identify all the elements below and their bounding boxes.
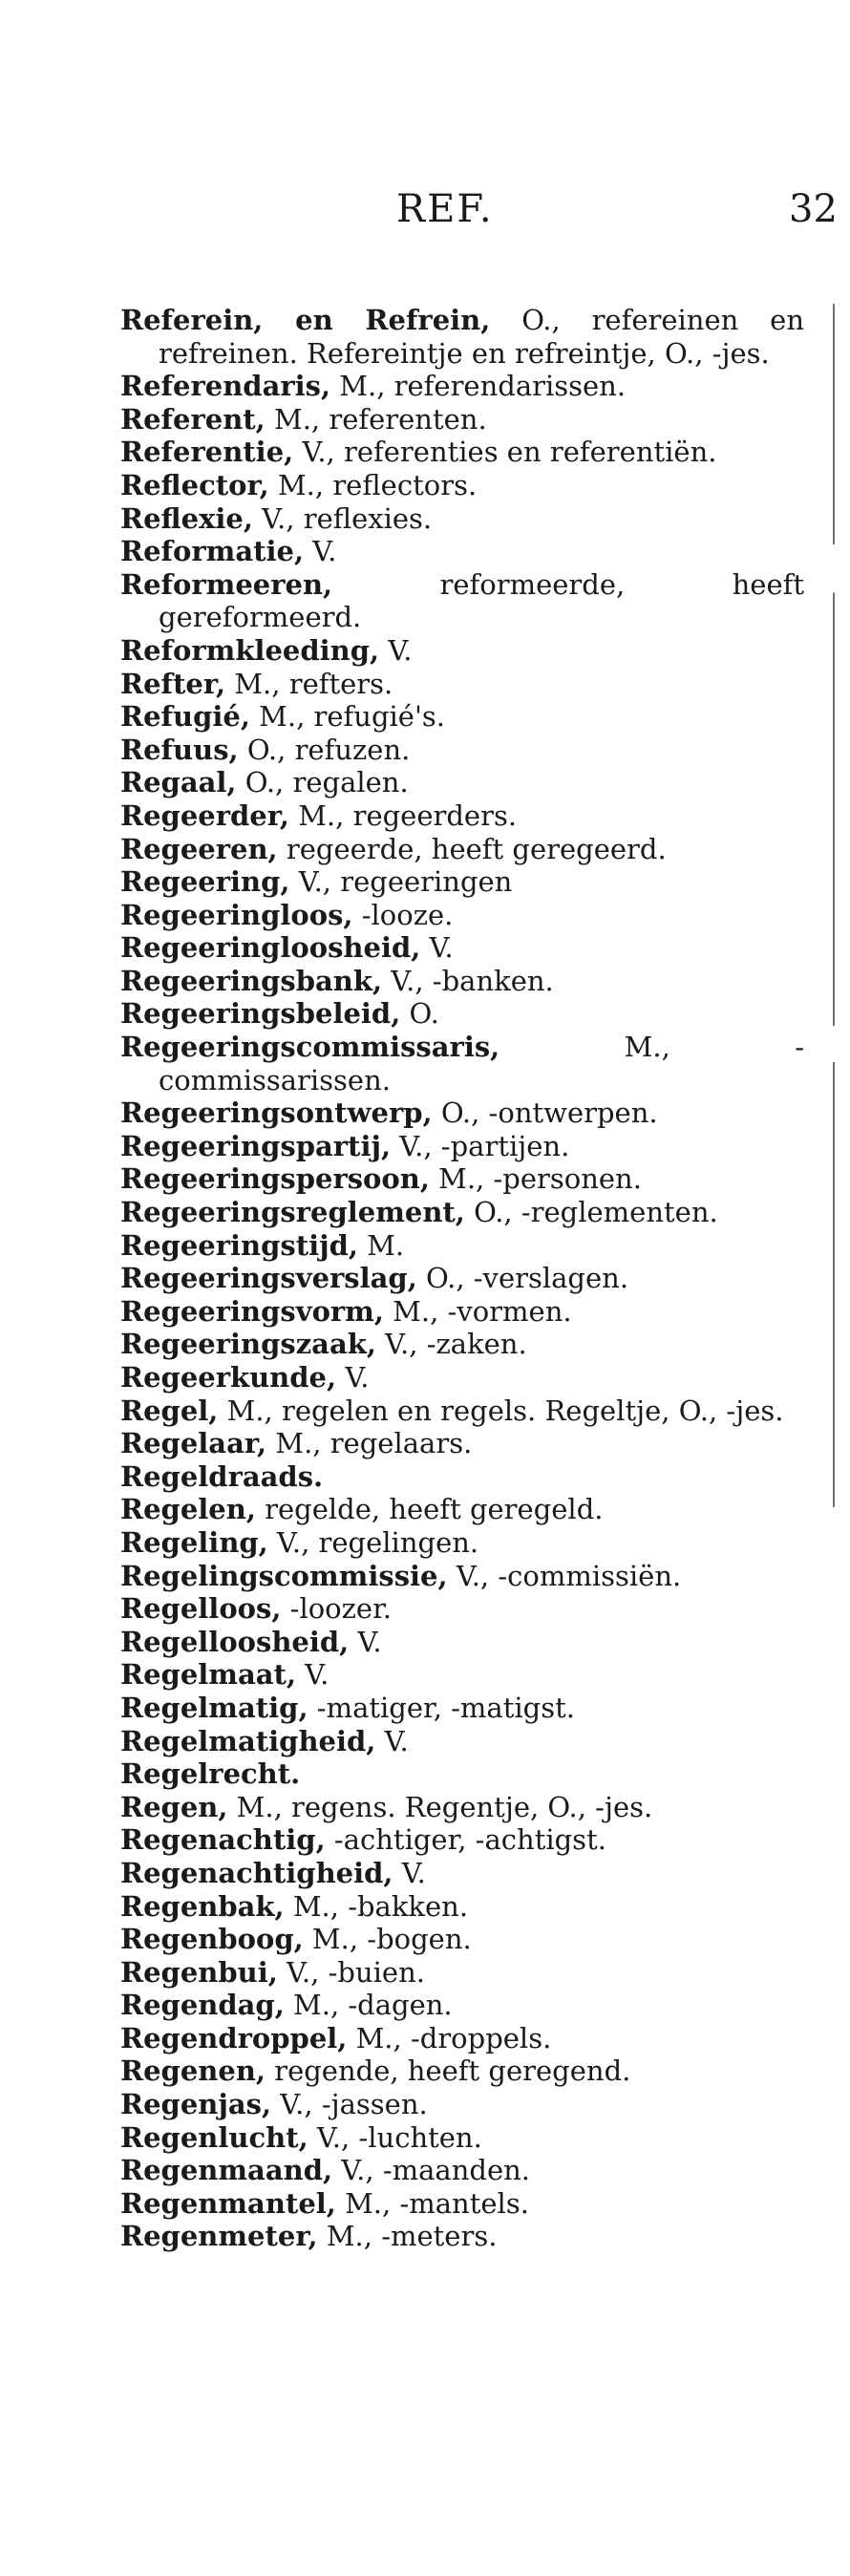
entry-headword: Regelingscommissie, <box>120 1559 448 1592</box>
entry-definition: O., -verslagen. <box>416 1262 629 1295</box>
dictionary-entry <box>120 436 804 469</box>
dictionary-entry <box>120 734 804 767</box>
dictionary-entry <box>120 1626 804 1659</box>
entry-headword: Regel, <box>120 1394 219 1427</box>
dictionary-entry <box>120 535 804 568</box>
entry-definition: M., -bogen. <box>303 1923 472 1956</box>
entry-definition: M., referendarissen. <box>330 370 627 403</box>
dictionary-entry <box>120 1162 804 1196</box>
dictionary-entry <box>120 1757 804 1791</box>
entry-definition: M. <box>358 1228 405 1262</box>
entry-definition: M., regeerders. <box>289 798 518 832</box>
dictionary-entry <box>120 634 804 668</box>
entry-definition: M., refters. <box>225 667 393 700</box>
dictionary-entry <box>120 833 804 866</box>
entry-definition: V., -commissiën. <box>447 1559 682 1592</box>
dictionary-entry <box>120 1890 804 1924</box>
entry-definition: O., regalen. <box>236 766 409 799</box>
entry-headword: Regeerder, <box>120 798 290 832</box>
entry-definition: regende, heeft geregend. <box>266 2054 631 2088</box>
entry-definition: -loozer. <box>281 1592 392 1626</box>
page-number: 32 <box>789 187 838 231</box>
entry-headword: Refter, <box>120 667 226 700</box>
entry-headword: Reformatie, <box>120 535 305 568</box>
dictionary-entry <box>120 1229 804 1263</box>
dictionary-entry <box>120 2121 804 2155</box>
entry-definition: V., -jassen. <box>271 2088 428 2121</box>
dictionary-entry <box>120 1560 804 1593</box>
entry-headword: Reflector, <box>120 468 269 501</box>
entry-headword: Regenboog, <box>120 1923 304 1956</box>
entry-definition: V., regeeringen <box>289 865 513 899</box>
entry-definition: V., -zaken. <box>375 1328 527 1361</box>
entry-definition: V. <box>393 1856 426 1889</box>
entry-headword: Reformeeren, <box>120 567 333 601</box>
entry-headword: Regenmaand, <box>120 2154 333 2187</box>
dictionary-entry <box>120 2220 804 2253</box>
dictionary-entry <box>120 1096 804 1130</box>
entry-definition: reformeerde, heeft gereformeerd. <box>159 567 804 634</box>
running-head: REF. <box>396 187 494 231</box>
entry-headword: Regelmatigheid, <box>120 1724 376 1757</box>
dictionary-entry <box>120 304 804 370</box>
entry-definition: V. <box>349 1625 382 1658</box>
entry-headword: Regenachtigheid, <box>120 1856 393 1889</box>
dictionary-entry <box>120 1460 804 1494</box>
entry-headword: Regeling, <box>120 1525 268 1559</box>
entry-headword: Regenmantel, <box>120 2186 336 2220</box>
entry-definition: -looze. <box>352 898 454 931</box>
dictionary-entry <box>120 1956 804 1990</box>
entry-definition: M., -meters. <box>317 2220 498 2253</box>
dictionary-entry <box>120 1592 804 1626</box>
entry-headword: Regeering, <box>120 865 290 899</box>
entry-definition: regeerde, heeft geregeerd. <box>277 832 667 865</box>
entry-headword: Regenlucht, <box>120 2120 308 2154</box>
entry-headword: Regeeringspartij, <box>120 1129 392 1162</box>
entry-headword: Regaal, <box>120 766 237 799</box>
entry-headword: Regeeringsreglement, <box>120 1196 465 1229</box>
entry-headword: Regelloosheid, <box>120 1625 350 1658</box>
entry-headword: Regelloos, <box>120 1592 282 1626</box>
entry-definition: M., regelen en regels. Regeltje, O., -jes. <box>218 1394 784 1427</box>
entry-definition: M., refugié's. <box>249 700 446 734</box>
entry-definition: O., -reglementen. <box>464 1196 718 1229</box>
entry-definition: O., -ontwerpen. <box>432 1096 658 1130</box>
entry-headword: Referent, <box>120 402 266 436</box>
dictionary-entry <box>120 1130 804 1163</box>
entry-definition: M., -dagen. <box>284 1989 453 2022</box>
dictionary-entry <box>120 1658 804 1692</box>
entry-definition: V. <box>336 1361 370 1394</box>
entry-headword: Regeeringloos, <box>120 898 353 931</box>
dictionary-entry <box>120 1031 804 1096</box>
dictionary-entry <box>120 899 804 932</box>
dictionary-entry <box>120 502 804 536</box>
entry-headword: Regeeringsvorm, <box>120 1294 384 1328</box>
entry-definition: V. <box>296 1658 329 1692</box>
entry-headword: Regeeringsontwerp, <box>120 1096 433 1130</box>
dictionary-entry <box>120 931 804 965</box>
dictionary-entry <box>120 766 804 799</box>
entry-headword: Regelrecht. <box>120 1757 301 1791</box>
entry-headword: Regeldraads. <box>120 1459 324 1493</box>
entry-headword: Regenen, <box>120 2054 266 2088</box>
entry-definition: M., regelaars. <box>266 1427 473 1460</box>
entry-definition: V., regelingen. <box>267 1525 479 1559</box>
entry-headword: Regen, <box>120 1790 228 1823</box>
entry-headword: Regendag, <box>120 1989 285 2022</box>
entry-definition: M., regens. Regentje, O., -jes. <box>227 1790 653 1823</box>
entry-headword: Regeerkunde, <box>120 1361 337 1394</box>
entry-headword: Regeeringspersoon, <box>120 1162 430 1196</box>
entry-definition: M., -personen. <box>429 1162 642 1196</box>
entry-definition: M., referenten. <box>265 402 487 436</box>
dictionary-entry <box>120 1493 804 1526</box>
entry-headword: Regeeringszaak, <box>120 1328 376 1361</box>
dictionary-entry <box>120 1791 804 1824</box>
dictionary-entry <box>120 997 804 1031</box>
dictionary-entry <box>120 1692 804 1725</box>
entry-headword: Regenbak, <box>120 1889 285 1923</box>
entry-headword: Regeeringsbeleid, <box>120 997 401 1031</box>
entry-definition: V. <box>375 1724 409 1757</box>
entry-definition: -achtiger, -achtigst. <box>325 1823 606 1857</box>
dictionary-entry <box>120 2054 804 2088</box>
entry-headword: Refuus, <box>120 733 239 766</box>
entry-definition: V. <box>420 931 454 965</box>
dictionary-entry <box>120 799 804 833</box>
entry-headword: Regenmeter, <box>120 2220 318 2253</box>
entry-headword: Regelen, <box>120 1493 256 1526</box>
entry-definition: M., -bakken. <box>284 1889 469 1923</box>
dictionary-entry <box>120 1328 804 1361</box>
entry-definition: O., refuzen. <box>238 733 411 766</box>
dictionary-entry <box>120 668 804 701</box>
dictionary-entry <box>120 1262 804 1295</box>
entry-headword: Regeeren, <box>120 832 278 865</box>
entry-definition: V., -banken. <box>382 964 554 997</box>
entry-headword: Regeeringstijd, <box>120 1228 358 1262</box>
dictionary-entry <box>120 403 804 436</box>
entry-headword: Regenachtig, <box>120 1823 326 1857</box>
dictionary-entry <box>120 1989 804 2022</box>
entry-headword: Refugié, <box>120 700 250 734</box>
entry-definition: regelde, heeft geregeld. <box>255 1493 604 1526</box>
dictionary-entry <box>120 1196 804 1229</box>
entry-headword: Referein, en Refrein, <box>120 304 491 336</box>
dictionary-entry <box>120 1725 804 1758</box>
entry-definition: V., -maanden. <box>332 2154 531 2187</box>
entry-headword: Regeeringscommissaris, <box>120 1031 500 1064</box>
dictionary-entry <box>120 700 804 734</box>
page-header <box>0 187 850 245</box>
dictionary-entry <box>120 568 804 634</box>
entry-headword: Regelmaat, <box>120 1658 297 1692</box>
entry-headword: Regeeringsverslag, <box>120 1262 417 1295</box>
entry-headword: Reflexie, <box>120 501 253 535</box>
entry-headword: Regenjas, <box>120 2088 272 2121</box>
dictionary-entry <box>120 1394 804 1428</box>
entry-definition: M., -droppels. <box>347 2021 552 2054</box>
dictionary-entry <box>120 1295 804 1329</box>
entry-definition: V. <box>304 535 337 568</box>
entry-definition: V., -partijen. <box>391 1129 570 1162</box>
entry-headword: Regenbui, <box>120 1955 278 1989</box>
entry-headword: Reformkleeding, <box>120 633 380 667</box>
entry-definition: M., -commissarissen. <box>159 1031 804 1096</box>
entry-list <box>120 304 804 2253</box>
entry-definition: -matiger, -matigst. <box>308 1691 575 1724</box>
entry-definition: V., referenties en referentiën. <box>293 436 717 469</box>
dictionary-entry <box>120 1427 804 1460</box>
entry-definition: O. <box>400 997 439 1031</box>
dictionary-entry <box>120 2088 804 2121</box>
dictionary-entry <box>120 370 804 403</box>
dictionary-entry <box>120 1857 804 1890</box>
entry-headword: Regeeringsbank, <box>120 964 383 997</box>
entry-definition: M., -mantels. <box>335 2186 529 2220</box>
dictionary-entry <box>120 1823 804 1857</box>
entry-definition: V., -buien. <box>277 1955 425 1989</box>
entry-headword: Regendroppel, <box>120 2021 348 2054</box>
dictionary-entry <box>120 2022 804 2055</box>
dictionary-entry <box>120 469 804 502</box>
entry-headword: Referendaris, <box>120 370 331 403</box>
entry-definition: M., -vormen. <box>383 1294 572 1328</box>
dictionary-entry <box>120 1923 804 1956</box>
dictionary-entry <box>120 965 804 998</box>
entry-definition: O., refereinen en refreinen. Refereintje en refreintje, O., -jes. <box>159 304 804 370</box>
dictionary-entry <box>120 1526 804 1560</box>
dictionary-entry <box>120 865 804 899</box>
entry-definition: M., reflectors. <box>268 468 478 501</box>
dictionary-entry <box>120 2154 804 2187</box>
entry-headword: Regelaar, <box>120 1427 267 1460</box>
entry-headword: Regeeringloosheid, <box>120 931 421 965</box>
entry-definition: V., reflexies. <box>252 501 433 535</box>
dictionary-entry <box>120 1361 804 1394</box>
entry-definition: V. <box>379 633 413 667</box>
margin-rule <box>833 304 835 1507</box>
entry-definition: V., -luchten. <box>308 2120 482 2154</box>
entry-headword: Regelmatig, <box>120 1691 308 1724</box>
entry-headword: Referentie, <box>120 436 294 469</box>
dictionary-entry <box>120 2187 804 2221</box>
